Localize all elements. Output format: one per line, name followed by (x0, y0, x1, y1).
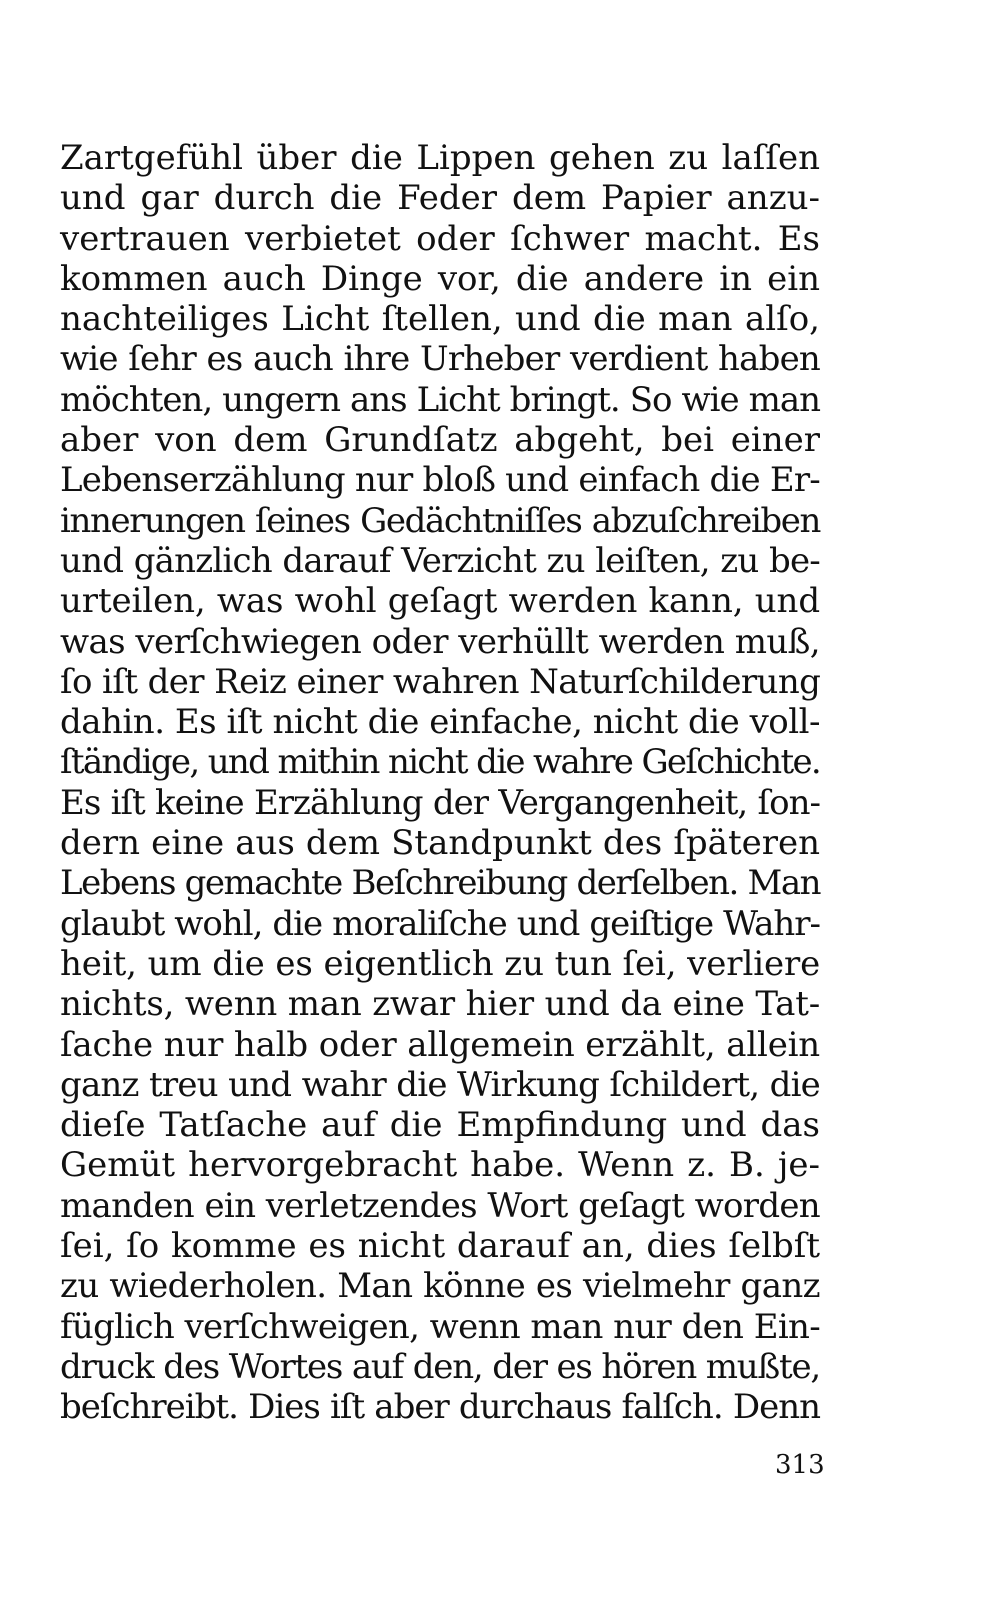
text-line: Lebenserzählung nur bloß und einfach die Er- (60, 460, 820, 501)
text-line: ſo iſt der Reiz einer wahren Naturſchilderung (60, 661, 821, 702)
text-line: wie ſehr es auch ihre Urheber verdient haben (60, 339, 820, 380)
text-line: ſei, ſo komme es nicht darauf an, dies ſelbſt (60, 1226, 820, 1267)
text-line: urteilen, was wohl geſagt werden kann, und (60, 581, 820, 622)
text-line: möchten, ungern ans Licht bringt. So wie man (60, 379, 820, 420)
text-line: kommen auch Dinge vor, die andere in ein (60, 258, 820, 299)
text-line: und gar durch die Feder dem Papier anzu- (60, 178, 820, 219)
text-line: dahin. Es iſt nicht die einfache, nicht die voll- (60, 702, 820, 743)
text-line: was verſchwiegen oder verhüllt werden muß, (60, 621, 820, 662)
text-line: und gänzlich darauf Verzicht zu leiſten, zu be- (60, 540, 820, 581)
text-line: vertrauen verbietet oder ſchwer macht. Es (60, 218, 820, 259)
text-line: glaubt wohl, die moraliſche und geiſtige Wahr- (60, 903, 820, 944)
text-line: manden ein verletzendes Wort geſagt worden (60, 1185, 820, 1226)
text-line: ganz treu und wahr die Wirkung ſchildert, die (60, 1064, 820, 1105)
text-line: nachteiliges Licht ſtellen, und die man alſo, (60, 299, 820, 340)
text-line: heit, um die es eigentlich zu tun ſei, verliere (60, 943, 821, 984)
text-line: ſtändige, und mithin nicht die wahre Geſchichte. (60, 742, 820, 783)
body-text (60, 138, 820, 1428)
text-line: dieſe Tatſache auf die Empfindung und das (60, 1105, 820, 1146)
text-line: Zartgefühl über die Lippen gehen zu laſſen (60, 138, 820, 178)
text-line: zu wiederholen. Man könne es vielmehr ganz (60, 1266, 820, 1307)
text-line: nichts, wenn man zwar hier und da eine Tat- (60, 984, 820, 1025)
text-line: ſache nur halb oder allgemein erzählt, allein (60, 1024, 820, 1065)
text-line: beſchreibt. Dies iſt aber durchaus falſch. Denn (60, 1387, 820, 1428)
text-line: füglich verſchweigen, wenn man nur den Ein- (60, 1306, 820, 1347)
text-line: aber von dem Grundſatz abgeht, bei einer (60, 420, 820, 461)
text-line: Gemüt hervorgebracht habe. Wenn z. B. je- (60, 1145, 820, 1186)
page-number: 313 (775, 1450, 825, 1480)
text-line: druck des Wortes auf den, der es hören mußte, (60, 1346, 820, 1387)
text-line: innerungen ſeines Gedächtniſſes abzuſchreiben (60, 500, 820, 541)
text-line: Es iſt keine Erzählung der Vergangenheit, ſon- (60, 782, 820, 823)
text-line: Lebens gemachte Beſchreibung derſelben. Man (60, 863, 820, 904)
text-line: dern eine aus dem Standpunkt des ſpäteren (60, 823, 820, 864)
